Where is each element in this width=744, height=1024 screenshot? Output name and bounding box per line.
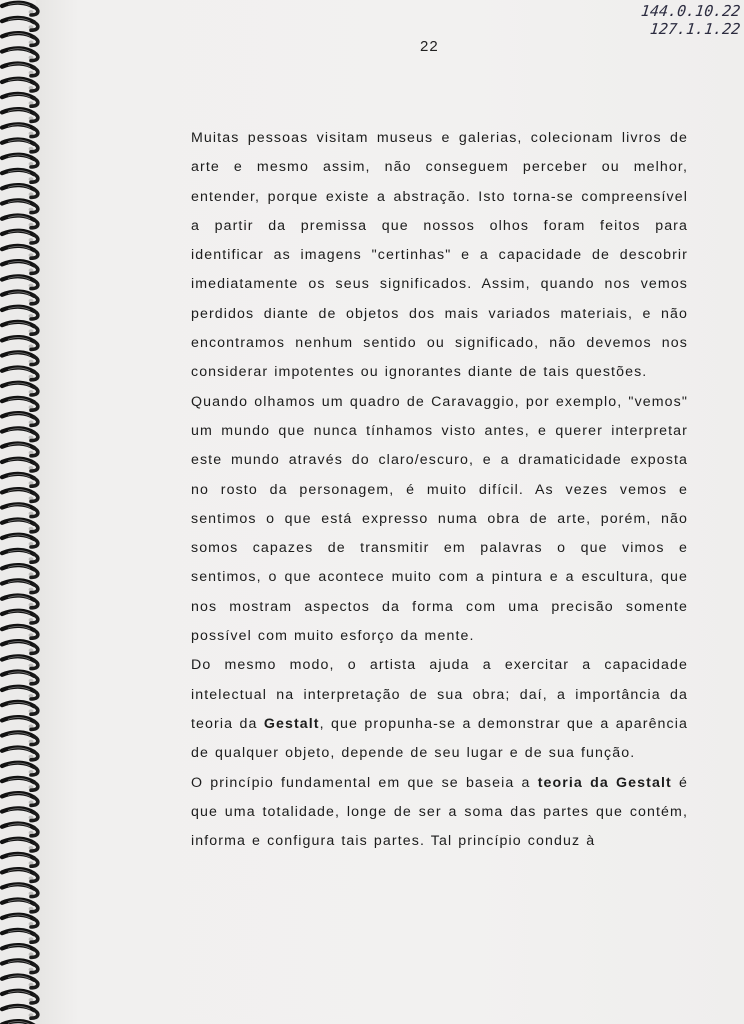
binding-coil [2,687,38,699]
spiral-binding [0,0,46,1024]
binding-coil [2,474,38,486]
binding-coil [2,489,38,501]
binding-coil [2,641,38,653]
binding-coil [2,185,38,197]
body-text [191,124,688,856]
paragraph-2 [191,388,688,652]
binding-coil [2,960,38,972]
binding-coil [2,702,38,714]
document-page [36,0,744,1024]
binding-coil [2,535,38,547]
binding-coil [2,656,38,668]
binding-coil [2,504,38,516]
bold-term-gestalt: Gestalt [263,715,320,732]
paragraph-text: é que uma totalidade, longe de ser a soma das partes que contém, informa e configura tais partes. Tal princípio conduz à [191,774,688,850]
binding-coil [2,839,38,851]
binding-coil [2,398,38,410]
binding-coil [2,444,38,456]
binding-coil [2,611,38,623]
binding-coil [2,3,38,15]
binding-coil [2,717,38,729]
binding-coil [2,428,38,440]
binding-coil [2,216,38,228]
paragraph-3 [191,651,688,768]
binding-coil [2,246,38,258]
paragraph-text: O princípio fundamental em que se baseia a [191,774,538,791]
binding-coil [2,124,38,136]
binding-coil [2,808,38,820]
binding-coil [2,337,38,349]
paragraph-text: Quando olhamos um quadro de Caravaggio, por exemplo, "vemos" um mundo que nunca tínhamos visto antes, e querer interpretar este mundo através do claro/escuro, e a dramaticidade exposta no rosto da personagem, é muito difícil. As vezes vemos e sentimos o que está expresso numa obra de arte, porém, não somos capazes de transmitir em palavras o que vimos e sentimos, o que acontece muito com a pintura e a escultura, que nos mostram aspectos da forma com uma precisão somente possível com muito esforço da mente. [191,393,688,645]
binding-coil [2,626,38,638]
binding-coil [2,155,38,167]
binding-coil [2,596,38,608]
archive-code-line-2: 127.1.1.22 [648,20,741,38]
binding-coil [2,231,38,243]
binding-coil [2,520,38,532]
binding-coil [2,763,38,775]
binding-coil [2,64,38,76]
binding-coil [2,930,38,942]
spiral-binding-graphic [0,0,46,1024]
binding-coil [2,33,38,45]
binding-coil [2,672,38,684]
archive-code-line-1: 144.0.10.22 [639,2,741,20]
binding-coil [2,322,38,334]
binding-coil [2,869,38,881]
binding-coil [2,352,38,364]
binding-coil [2,368,38,380]
paragraph-1 [191,124,688,388]
binding-coil [2,307,38,319]
binding-coil [2,550,38,562]
binding-coil [2,276,38,288]
binding-coil [2,793,38,805]
binding-coil [2,79,38,91]
binding-coil [2,261,38,273]
binding-coil [2,383,38,395]
binding-coil [2,748,38,760]
binding-coil [2,565,38,577]
paragraph-4 [191,769,688,857]
binding-coil [2,459,38,471]
binding-coil [2,1006,38,1018]
paragraph-text: Muitas pessoas visitam museus e galerias, colecionam livros de arte e mesmo assim, não conseguem perceber ou melhor, entender, porque existe a abstração. Isto torna-se compreensível a partir da premissa que nossos olhos foram feitos para identificar as imagens "certinhas" e a capacidade de descobrir imediatamente os seus significados. Assim, quando nos vemos perdidos diante de objetos dos mais variados materiais, e não encontramos nenhum sentido ou significado, não devemos nos considerar impotentes ou ignorantes diante de tais questões. [191,130,688,381]
binding-coil [2,976,38,988]
binding-coil [2,48,38,60]
binding-coil [2,778,38,790]
paragraph-text: Do mesmo modo, o artista ajuda a exercitar a capacidade intelectual na interpretação de sua obra; daí, a importância da teoria da [191,657,688,732]
binding-coil [2,580,38,592]
binding-coil [2,915,38,927]
binding-coil [2,200,38,212]
binding-coil [2,94,38,106]
binding-coil [2,292,38,304]
binding-coil [2,413,38,425]
binding-coil [2,884,38,896]
binding-coil [2,854,38,866]
page-number: 22 [420,38,439,55]
binding-coil [2,900,38,912]
binding-coil [2,824,38,836]
bold-term-teoria-gestalt: teoria da Gestalt [537,774,672,791]
archive-code-handwritten [641,2,740,38]
binding-coil [2,18,38,30]
paragraph-text: , que propunha-se a demonstrar que a aparência de qualquer objeto, depende de seu lugar e de sua função. [191,715,688,762]
binding-coil [2,170,38,182]
binding-coil [2,991,38,1003]
binding-coil [2,732,38,744]
binding-coil [2,945,38,957]
binding-coil [2,109,38,121]
binding-coil [2,140,38,152]
